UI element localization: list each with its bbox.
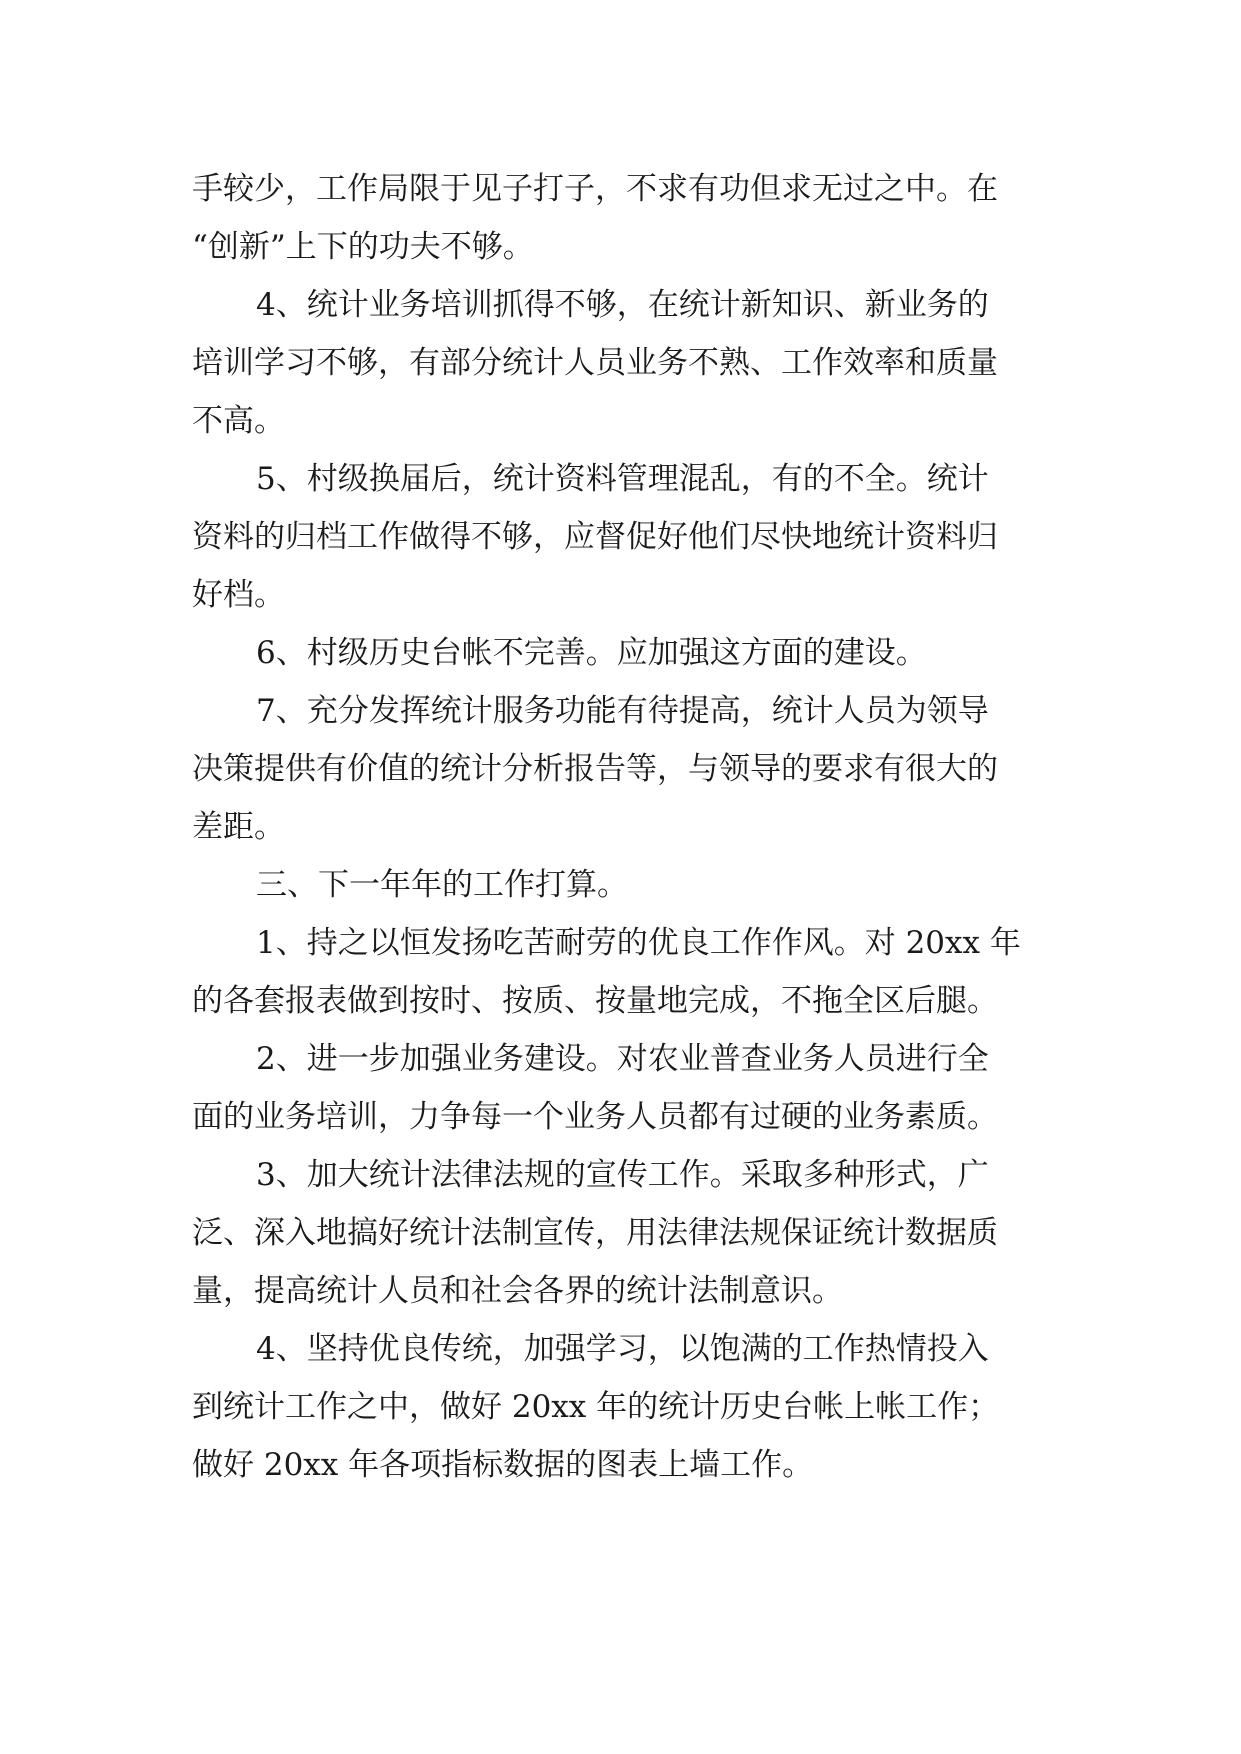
text-line: 6、村级历史台帐不完善。应加强这方面的建设。 [256,635,927,671]
text-line: 5、村级换届后，统计资料管理混乱，有的不全。统计 [256,461,989,497]
text-line: 到统计工作之中，做好 20xx 年的统计历史台帐上帐工作； [192,1389,1000,1425]
text-line: 做好 20xx 年各项指标数据的图表上墙工作。 [192,1447,814,1483]
paragraph-item-6-ledger [192,624,1072,682]
text-line: 7、充分发挥统计服务功能有待提高，统计人员为领导 [256,693,989,729]
text-line: 4、坚持优良传统，加强学习，以饱满的工作热情投入 [256,1331,989,1367]
text-line: 决策提供有价值的统计分析报告等，与领导的要求有很大的 [192,751,998,787]
paragraph-plan-1 [192,914,1072,1030]
text-line: “创新”上下的功夫不够。 [192,229,534,265]
paragraph-item-4-training [192,276,1072,450]
text-line: 培训学习不够，有部分统计人员业务不熟、工作效率和质量 [192,345,998,381]
text-line: 3、加大统计法律法规的宣传工作。采取多种形式，广 [256,1157,989,1193]
section-heading-plan [192,856,1072,914]
text-line: 资料的归档工作做得不够，应督促好他们尽快地统计资料归 [192,519,998,555]
text-line: 4、统计业务培训抓得不够，在统计新知识、新业务的 [256,287,989,323]
text-line: 的各套报表做到按时、按质、按量地完成，不拖全区后腿。 [192,983,998,1019]
text-line: 手较少，工作局限于见子打子，不求有功但求无过之中。在 [192,171,998,207]
text-line: 量，提高统计人员和社会各界的统计法制意识。 [192,1273,843,1309]
paragraph-plan-3 [192,1146,1072,1320]
paragraph-continuation [192,160,1072,276]
text-line: 2、进一步加强业务建设。对农业普查业务人员进行全 [256,1041,989,1077]
text-line: 面的业务培训，力争每一个业务人员都有过硬的业务素质。 [192,1099,998,1135]
document-body [192,160,1072,1494]
paragraph-item-7-service [192,682,1072,856]
text-line: 差距。 [192,809,285,845]
text-line: 好档。 [192,577,285,613]
text-line: 泛、深入地搞好统计法制宣传，用法律法规保证统计数据质 [192,1215,998,1251]
text-line: 1、持之以恒发扬吃苦耐劳的优良工作作风。对 20xx 年 [256,925,1021,961]
paragraph-item-5-archives [192,450,1072,624]
text-line: 不高。 [192,403,285,439]
section-heading: 三、下一年年的工作打算。 [256,867,628,903]
paragraph-plan-4 [192,1320,1072,1494]
paragraph-plan-2 [192,1030,1072,1146]
